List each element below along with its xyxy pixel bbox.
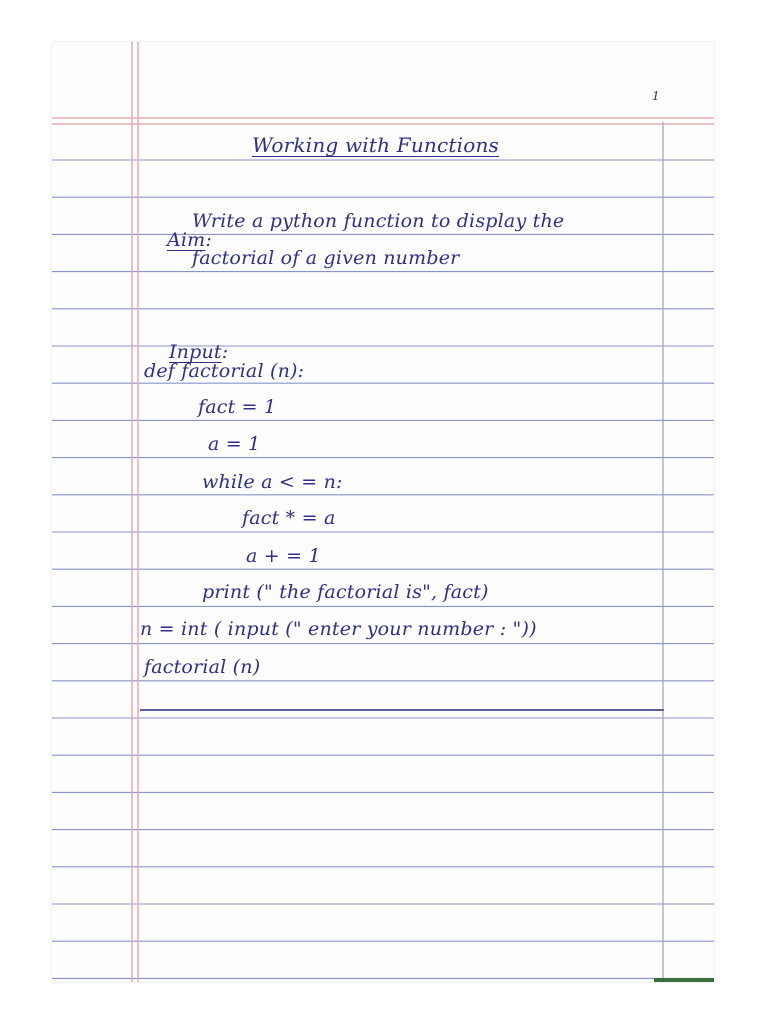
code-line-fact-mult: fact * = a — [242, 507, 336, 529]
code-line-while: while a < = n: — [202, 471, 343, 493]
page-corner — [654, 978, 714, 982]
page-title: Working with Functions — [252, 133, 500, 157]
end-of-answer-rule — [140, 709, 664, 711]
code-line-a-init: a = 1 — [208, 433, 261, 455]
code-line-increment: a + = 1 — [246, 545, 321, 567]
aim-line-2: factorial of a given number — [192, 247, 460, 269]
page-number: 1 — [652, 89, 660, 103]
aim-label: Aim — [166, 229, 206, 251]
aim-line-1: Write a python function to display the — [192, 210, 565, 232]
code-line-def: def factorial (n): — [144, 360, 305, 382]
aim-separator: : — [205, 229, 212, 251]
input-separator: : — [221, 341, 229, 363]
code-line-call: factorial (n) — [144, 656, 261, 678]
code-line-fact-init: fact = 1 — [198, 396, 277, 418]
notebook-page — [52, 42, 714, 982]
code-line-print: print (" the factorial is", fact) — [202, 581, 489, 603]
code-line-input: n = int ( input (" enter your number : ")) — [140, 618, 537, 640]
ruled-lines — [52, 42, 714, 982]
input-label: Input — [168, 341, 222, 363]
